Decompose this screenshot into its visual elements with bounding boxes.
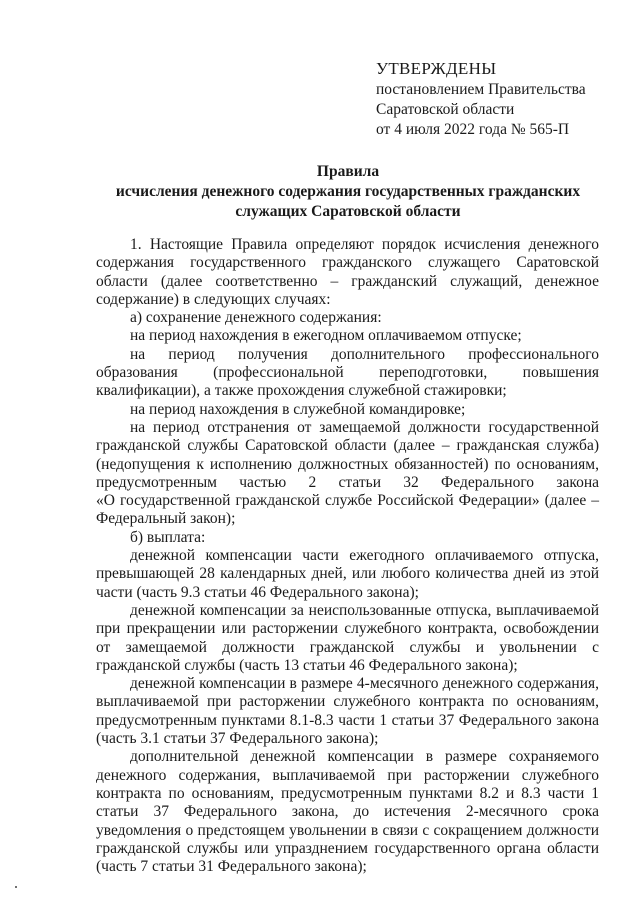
paragraph: денежной компенсации в размере 4-месячного денежного содержания, выплачиваемой при расторжении служебного контракта по основаниям, предусмотренным пунктами 8.1-8.3 части 1 статьи 37 Федерального закона (часть 3.1 статьи 37 Федерального закона); [96,675,599,748]
paragraph: на период нахождения в служебной командировке; [130,400,466,418]
scan-speck [15,886,17,888]
approval-stamp [376,58,586,140]
paragraph: б) выплата: [130,528,206,546]
title-line-1: Правила [316,163,380,180]
title-line-2: исчисления денежного содержания государственных гражданских [115,183,581,200]
approval-line-3: от 4 июля 2022 года № 565-П [376,121,570,138]
paragraph: денежной компенсации части ежегодного оплачиваемого отпуска, превышающей 28 календарных дней, или любого количества дней из этой части (часть 9.3 статьи 46 Федерального закона); [96,547,599,601]
paragraph: 1. Настоящие Правила определяют порядок исчисления денежного содержания государственного гражданского служащего Саратовской области (далее соответственно – гражданский служащий, денежное содержание) в следующих случаях: [96,236,599,308]
document-title [96,162,600,222]
document-body [96,236,599,876]
title-line-3: служащих Саратовской области [235,203,461,220]
paragraph-continuation: «О государственной гражданской службе Российской Федерации» (далее – Федеральный закон); [96,492,599,528]
approval-line-2: Саратовской области [376,101,515,118]
approval-line-1: постановлением Правительства [376,81,586,98]
paragraph: а) сохранение денежного содержания: [130,309,382,327]
paragraph: на период отстранения от замещаемой должности государственной гражданской службы Саратовской области (далее – гражданская служба) (недопущения к исполнению должностных обязанностей) по основаниям, [96,418,599,473]
paragraph: на период получения дополнительного профессионального образования (профессиональной переподготовки, повышения квалификации), а также прохождения служебной стажировки; [96,345,599,400]
paragraph: на период нахождения в ежегодном оплачиваемом отпуске; [130,327,522,345]
paragraph-continuation: предусмотренным частью 2 статьи 32 Федерального закона [96,473,599,491]
paragraph: дополнительной денежной компенсации в размере сохраняемого денежного содержания, выплачиваемой при расторжении служебного контракта по основаниям, предусмотренным пунктами 8.2 и 8.3 части 1 статьи 37 Федерального закона, до истечения 2-месячного срока уведомления о предстоящем увольнении в связи с сокращением должности гражданской службы или упразднением государственного органа области (часть 7 статьи 31 Федерального закона); [96,748,599,876]
approval-heading: УТВЕРЖДЕНЫ [376,59,497,78]
paragraph: денежной компенсации за неиспользованные отпуска, выплачиваемой при прекращении или расторжении служебного контракта, освобождении от замещаемой должности гражданской службы и увольнении с гражданской службы (часть 13 статьи 46 Федерального закона); [96,601,599,674]
